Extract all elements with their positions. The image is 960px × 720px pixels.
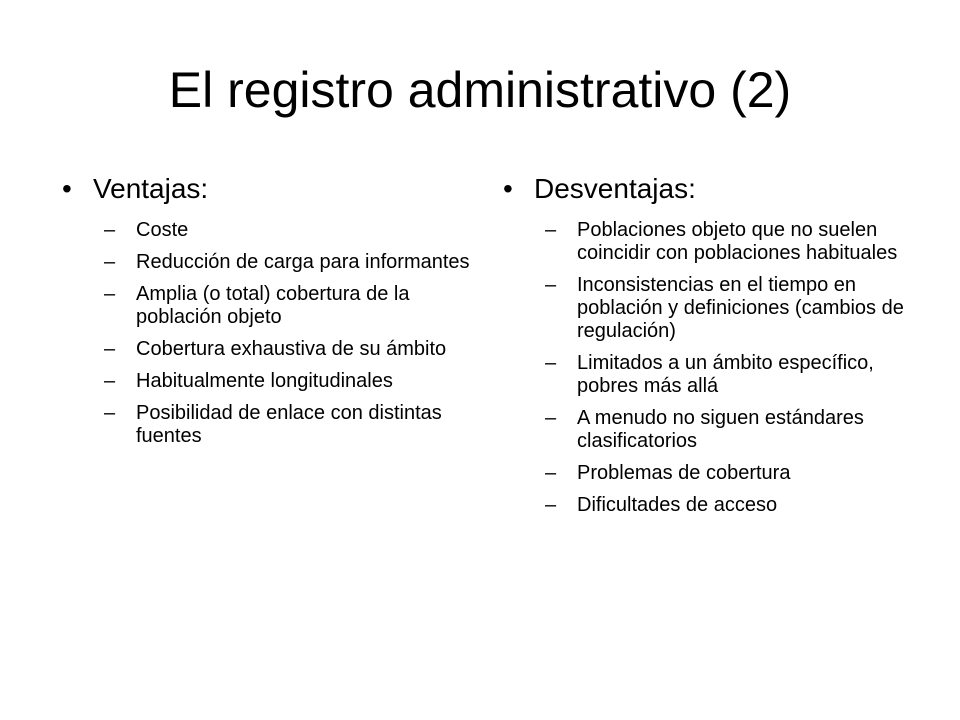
list-item-text: Dificultades de acceso <box>577 494 778 516</box>
ventajas-heading-row <box>62 172 472 206</box>
list-item-text: Limitados a un ámbito específico, pobres más allá <box>577 352 874 397</box>
desventajas-list <box>545 219 913 517</box>
bullet-icon: • <box>503 173 513 204</box>
dash-icon: – <box>104 402 116 424</box>
list-item <box>545 352 913 398</box>
desventajas-heading: Desventajas: <box>534 173 696 204</box>
list-item-text: Amplia (o total) cobertura de la población objeto <box>136 283 410 328</box>
list-item <box>545 462 913 485</box>
ventajas-list <box>104 219 472 448</box>
dash-icon: – <box>545 494 557 516</box>
list-item <box>104 251 472 274</box>
list-item <box>104 283 472 329</box>
desventajas-column <box>503 172 913 526</box>
dash-icon: – <box>104 251 116 273</box>
list-item <box>545 219 913 265</box>
list-item-text: Cobertura exhaustiva de su ámbito <box>136 338 447 360</box>
list-item <box>545 274 913 343</box>
dash-icon: – <box>545 462 557 484</box>
dash-icon: – <box>545 219 557 241</box>
list-item-text: Coste <box>136 219 189 241</box>
list-item-text: Habitualmente longitudinales <box>136 370 393 392</box>
dash-icon: – <box>545 274 557 296</box>
list-item <box>545 407 913 453</box>
list-item-text: A menudo no siguen estándares clasificatorios <box>577 407 864 452</box>
dash-icon: – <box>104 370 116 392</box>
dash-icon: – <box>104 283 116 305</box>
dash-icon: – <box>104 338 116 360</box>
list-item-text: Reducción de carga para informantes <box>136 251 470 273</box>
dash-icon: – <box>545 352 557 374</box>
desventajas-heading-row <box>503 172 913 206</box>
list-item-text: Problemas de cobertura <box>577 462 791 484</box>
list-item-text: Inconsistencias en el tiempo en población y definiciones (cambios de regulación) <box>577 274 904 342</box>
slide-title: El registro administrativo (2) <box>168 62 792 118</box>
list-item <box>104 219 472 242</box>
list-item-text: Poblaciones objeto que no suelen coincidir con poblaciones habituales <box>577 219 898 264</box>
dash-icon: – <box>104 219 116 241</box>
list-item <box>104 370 472 393</box>
bullet-icon: • <box>62 173 72 204</box>
list-item <box>104 338 472 361</box>
list-item-text: Posibilidad de enlace con distintas fuentes <box>136 402 442 447</box>
ventajas-heading: Ventajas: <box>93 173 209 204</box>
list-item <box>545 494 913 517</box>
dash-icon: – <box>545 407 557 429</box>
list-item <box>104 402 472 448</box>
ventajas-column <box>62 172 472 457</box>
